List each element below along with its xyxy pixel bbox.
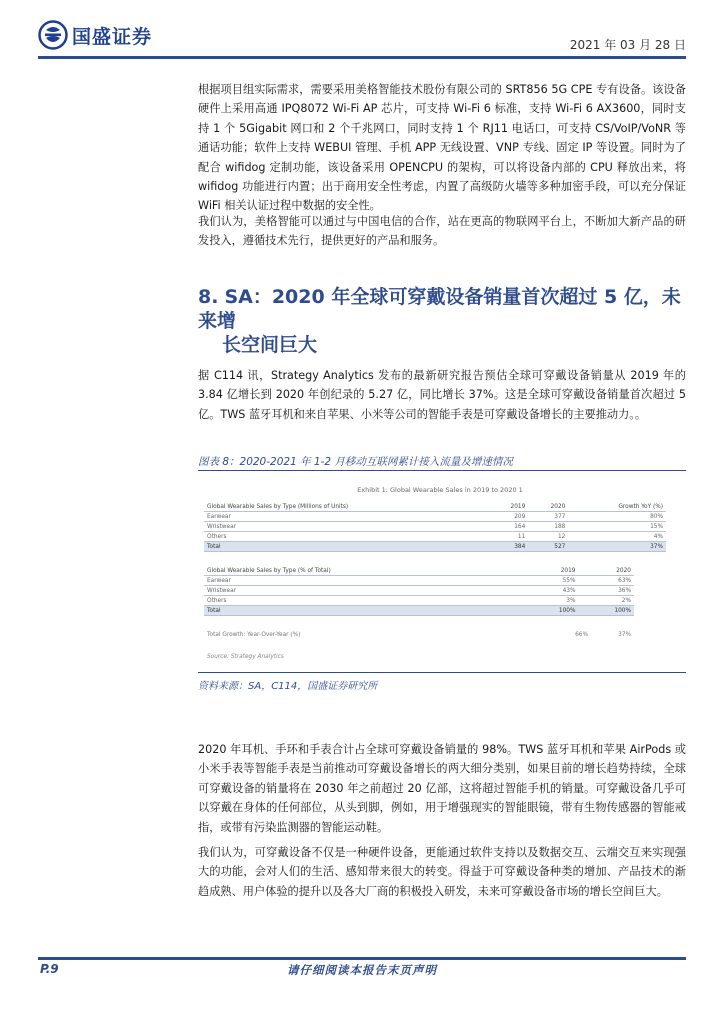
sales-share-table — [204, 566, 634, 616]
table-cell: 12 — [528, 532, 568, 542]
table-total-row — [204, 542, 666, 552]
table-cell: 527 — [528, 542, 568, 552]
table-row — [204, 512, 666, 522]
growth-label: Total Growth: Year-Over-Year (%) — [207, 632, 301, 638]
table-cell: 2% — [578, 596, 634, 606]
table-row — [204, 586, 634, 596]
table-cell: 100% — [578, 606, 634, 616]
table-cell: Global Wearable Sales by Type (Millions of Units) — [204, 502, 488, 512]
table-cell: 164 — [488, 522, 528, 532]
exhibit-image — [204, 482, 676, 666]
table-header-row — [204, 566, 634, 576]
page-header — [0, 0, 724, 62]
section-title-line2: 长空间巨大 — [222, 334, 318, 356]
table-total-row — [204, 606, 634, 616]
table-cell: 2019 — [488, 502, 528, 512]
table-cell: Earwear — [204, 512, 488, 522]
table-row — [204, 522, 666, 532]
table-cell: 15% — [568, 522, 666, 532]
figure-bottom-rule — [198, 672, 686, 673]
table-cell: 63% — [578, 576, 634, 586]
total-growth-row — [204, 632, 634, 638]
table-cell: Earwear — [204, 576, 523, 586]
table-cell: 377 — [528, 512, 568, 522]
logo-emblem-icon — [38, 20, 68, 50]
footer-divider — [38, 957, 686, 960]
section-heading — [198, 285, 698, 357]
sales-units-table — [204, 502, 666, 552]
paragraph-device-spec: 根据项目组实际需求，需要采用美格智能技术股份有限公司的 SRT856 5G CPE 专有设备。该设备硬件上采用高通 IPQ8072 Wi-Fi AP 芯片，可支持 Wi-Fi 6 标准，支持 Wi-Fi 6 AX3600，同时支持 1 个 5Gigabit 网口和 2 个千兆网口，同时支持 1 个 RJ11 电话口，可支持 CS/VoIP/VoNR 等通话功能；软件上支持 WEBUI 管理、手机 APP 无线设置、VNP 专线、固定 IP 等设置。同时为了配合 wifidog 定制功能，该设备采用 OPENCPU 的架构，可以将设备内部的 CPU 释放出来，将 wifidog 功能进行内置；出于商用安全性考虑，内置了高级防火墙等多种加密手段，可以充分保证 WiFi 相关认证过程中数据的安全性。 — [198, 83, 686, 213]
table-row — [204, 576, 634, 586]
table-cell: 4% — [568, 532, 666, 542]
table-cell: Total — [204, 542, 488, 552]
paragraph-outlook: 我们认为，可穿戴设备不仅是一种硬件设备，更能通过软件支持以及数据交互、云端交互来实现强大的功能，会对人们的生活、感知带来很大的转变。得益于可穿戴设备种类的增加、产品技术的渐趋成熟、用户体验的提升以及各大厂商的积极投入研发，未来可穿戴设备市场的增长空间巨大。 — [198, 846, 686, 898]
table-cell: 2019 — [523, 566, 579, 576]
table-cell: 100% — [523, 606, 579, 616]
table-cell: Growth YoY (%) — [568, 502, 666, 512]
table-cell: 36% — [578, 586, 634, 596]
logo-text: 国盛证券 — [72, 25, 153, 48]
section-title-line1: SA：2020 年全球可穿戴设备销量首次超过 5 亿，未来增 — [198, 286, 681, 332]
footer-disclaimer: 请仔细阅读本报告末页声明 — [287, 963, 437, 977]
table-row — [204, 596, 634, 606]
table-cell: 188 — [528, 522, 568, 532]
table-cell: 2020 — [528, 502, 568, 512]
table-cell: Total — [204, 606, 523, 616]
table-cell: 55% — [523, 576, 579, 586]
page-number: P.9 — [40, 962, 59, 976]
figure-caption: 图表 8：2020-2021 年 1-2 月移动互联网累计接入流量及增速情况 — [198, 456, 513, 468]
table-cell: Wristwear — [204, 522, 488, 532]
paragraph-sa-report: 据 C114 讯，Strategy Analytics 发布的最新研究报告预估全球可穿戴设备销量从 2019 年的 3.84 亿增长到 2020 年创纪录的 5.27 亿，同比增长 37%。这是全球可穿戴设备销量首次超过 5 亿。TWS 蓝牙耳机和来自苹果、小米等公司的智能手表是可穿戴设备增长的主要推动力。。 — [198, 369, 686, 421]
growth-2019: 66% — [575, 632, 588, 638]
table-cell: 384 — [488, 542, 528, 552]
exhibit-title: Exhibit 1: Global Wearable Sales in 2019 to 2020 1 — [357, 486, 523, 494]
table-cell: 3% — [523, 596, 579, 606]
report-date: 2021 年 03 月 28 日 — [569, 38, 686, 52]
table-cell: 43% — [523, 586, 579, 596]
table-cell: Others — [204, 596, 523, 606]
table-header-row — [204, 502, 666, 512]
paragraph-meige-view: 我们认为，美格智能可以通过与中国电信的合作，站在更高的物联网平台上，不断加大新产品的研发投入，遵循技术先行，提供更好的产品和服务。 — [198, 215, 686, 248]
table-cell: 80% — [568, 512, 666, 522]
paragraph-wearable-share: 2020 年耳机、手环和手表合计占全球可穿戴设备销量的 98%。TWS 蓝牙耳机和苹果 AirPods 或小米手表等智能手表是当前推动可穿戴设备增长的两大细分类别，如果目前的增长趋势持续，全球可穿戴设备的销量将在 2030 年之前超过 20 亿部，这将超过智能手机的销量。可穿戴设备几乎可以穿戴在身体的任何部位，从头到脚，例如，用于增强现实的智能眼镜，带有生物传感器的智能戒指，或带有污染监测器的智能运动鞋。 — [198, 743, 686, 834]
header-divider — [38, 56, 686, 59]
company-logo — [38, 20, 152, 50]
exhibit-source: Source: Strategy Analytics — [207, 654, 284, 660]
table-row — [204, 532, 666, 542]
table-cell: Wristwear — [204, 586, 523, 596]
figure-top-rule — [198, 470, 686, 471]
growth-2020: 37% — [618, 632, 631, 638]
table-cell: 209 — [488, 512, 528, 522]
table-cell: 11 — [488, 532, 528, 542]
table-cell: Others — [204, 532, 488, 542]
table-cell: 37% — [568, 542, 666, 552]
table-cell: Global Wearable Sales by Type (% of Total) — [204, 566, 523, 576]
section-number: 8. — [198, 286, 219, 308]
figure-source: 资料来源：SA，C114，国盛证券研究所 — [198, 681, 378, 692]
table-cell: 2020 — [578, 566, 634, 576]
